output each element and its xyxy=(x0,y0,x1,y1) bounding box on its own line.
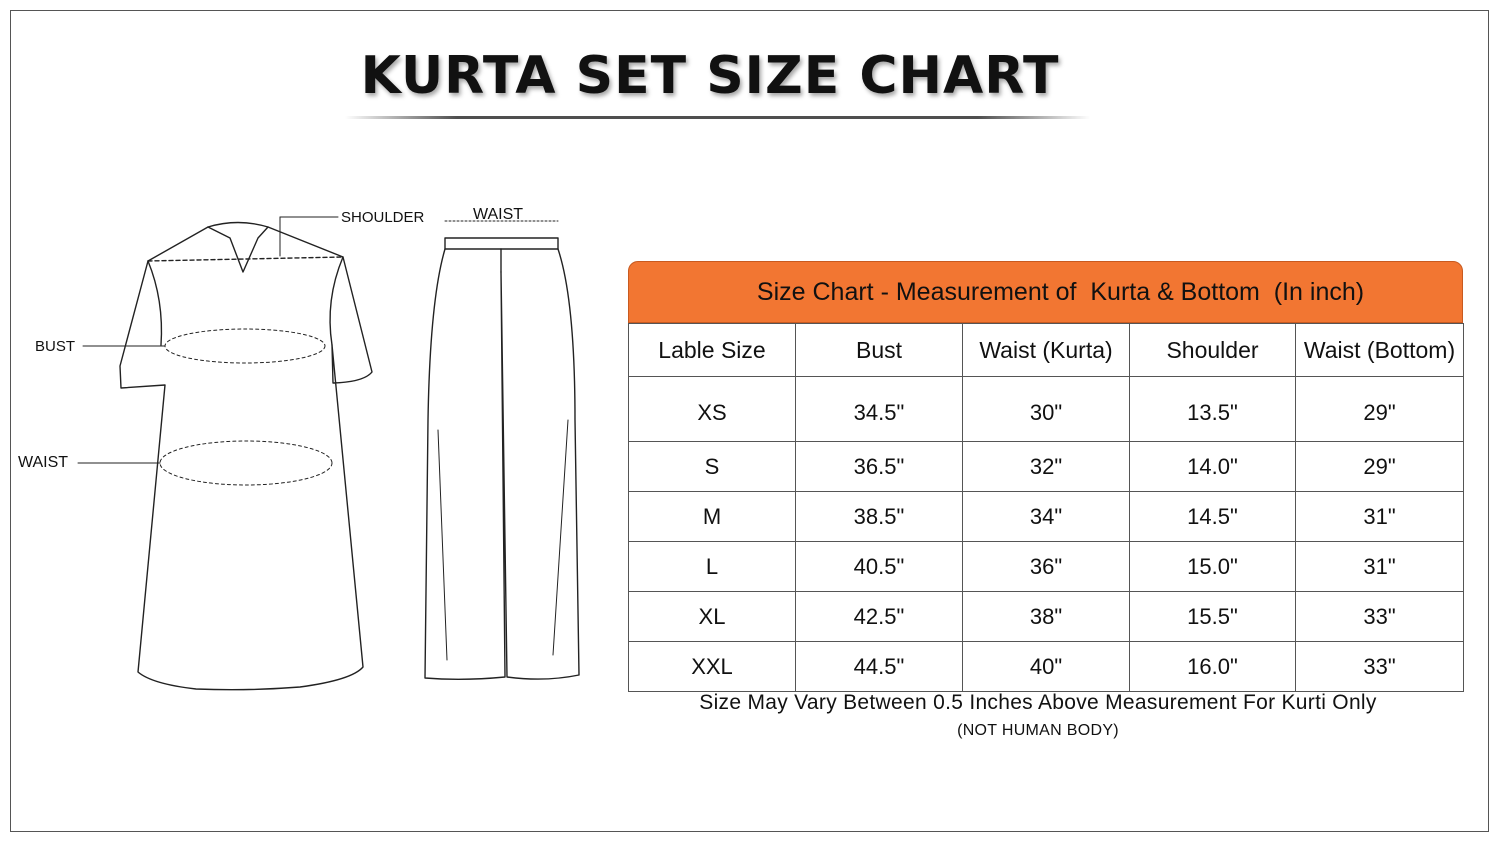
table-row xyxy=(629,442,1464,492)
table-row xyxy=(629,592,1464,642)
kurta-waist-label: WAIST xyxy=(18,454,69,471)
shoulder-cell: 13.5" xyxy=(1130,377,1296,442)
garment-diagrams xyxy=(0,0,620,844)
kurta-waist-cell: 32" xyxy=(963,442,1130,492)
column-header: Waist (Kurta) xyxy=(963,324,1130,377)
column-header: Waist (Bottom) xyxy=(1296,324,1464,377)
pants-drawing xyxy=(425,221,579,679)
table-heading: Size Chart - Measurement of Kurta & Bottom (In inch) xyxy=(756,277,1365,306)
bust-label: BUST xyxy=(35,338,76,355)
pants-waist-label: WAIST xyxy=(473,206,524,223)
bottom-waist-cell: 33" xyxy=(1296,642,1464,692)
table-row xyxy=(629,642,1464,692)
kurta-waist-cell: 38" xyxy=(963,592,1130,642)
bust-cell: 38.5" xyxy=(796,492,963,542)
bottom-waist-cell: 31" xyxy=(1296,542,1464,592)
table-heading-bar xyxy=(628,261,1463,323)
size-table xyxy=(628,323,1464,692)
table-row xyxy=(629,377,1464,442)
shoulder-cell: 15.0" xyxy=(1130,542,1296,592)
size-chart-table xyxy=(628,261,1463,692)
kurta-waist-cell: 40" xyxy=(963,642,1130,692)
size-cell: L xyxy=(629,542,796,592)
size-cell: S xyxy=(629,442,796,492)
table-header-row xyxy=(629,324,1464,377)
bottom-waist-cell: 33" xyxy=(1296,592,1464,642)
kurta-waist-cell: 34" xyxy=(963,492,1130,542)
bust-cell: 44.5" xyxy=(796,642,963,692)
size-cell: XL xyxy=(629,592,796,642)
shoulder-cell: 15.5" xyxy=(1130,592,1296,642)
column-header: Shoulder xyxy=(1130,324,1296,377)
bust-cell: 34.5" xyxy=(796,377,963,442)
table-row xyxy=(629,542,1464,592)
bottom-waist-cell: 29" xyxy=(1296,442,1464,492)
column-header: Lable Size xyxy=(629,324,796,377)
garment-illustration xyxy=(0,0,620,844)
table-row xyxy=(629,492,1464,542)
bust-cell: 40.5" xyxy=(796,542,963,592)
size-cell: XXL xyxy=(629,642,796,692)
bottom-waist-cell: 31" xyxy=(1296,492,1464,542)
page-title: KURTA SET SIZE CHART xyxy=(360,46,1060,106)
shoulder-cell: 16.0" xyxy=(1130,642,1296,692)
size-cell: M xyxy=(629,492,796,542)
kurta-waist-cell: 36" xyxy=(963,542,1130,592)
column-header: Bust xyxy=(796,324,963,377)
kurta-drawing xyxy=(78,217,372,690)
not-human-body-note: (NOT HUMAN BODY) xyxy=(957,722,1119,739)
shoulder-label: SHOULDER xyxy=(341,209,425,226)
size-cell: XS xyxy=(629,377,796,442)
size-variance-note: Size May Vary Between 0.5 Inches Above Measurement For Kurti Only xyxy=(699,691,1377,714)
kurta-waist-cell: 30" xyxy=(963,377,1130,442)
bust-cell: 36.5" xyxy=(796,442,963,492)
shoulder-cell: 14.0" xyxy=(1130,442,1296,492)
bottom-waist-cell: 29" xyxy=(1296,377,1464,442)
bust-cell: 42.5" xyxy=(796,592,963,642)
shoulder-cell: 14.5" xyxy=(1130,492,1296,542)
